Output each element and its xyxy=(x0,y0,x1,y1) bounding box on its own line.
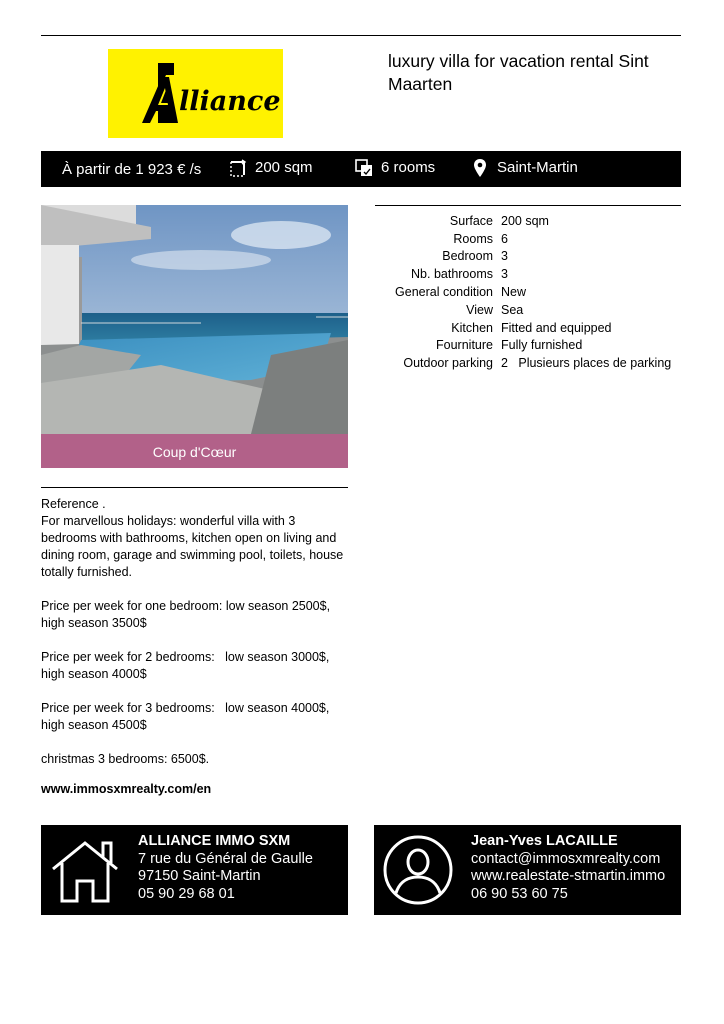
price-three-bedrooms: Price per week for 3 bedrooms: low season 4000$, high season 4500$ xyxy=(41,701,330,732)
spec-value: Sea xyxy=(501,303,524,317)
agent-website[interactable]: www.realestate-stmartin.immo xyxy=(471,868,666,884)
user-avatar-icon xyxy=(382,834,454,906)
agency-name: ALLIANCE IMMO SXM xyxy=(138,833,291,849)
rooms-icon xyxy=(355,159,373,177)
location-pin-icon xyxy=(473,158,487,178)
spec-value: 3 xyxy=(501,267,508,281)
spec-value: Fully furnished xyxy=(501,338,583,352)
price-two-bedrooms: Price per week for 2 bedrooms: low season 3000$, high season 4000$ xyxy=(41,650,330,681)
coup-de-coeur-badge xyxy=(41,434,348,468)
top-divider xyxy=(41,35,681,36)
agency-phone[interactable]: 05 90 29 68 01 xyxy=(138,885,235,902)
spec-row xyxy=(375,249,681,267)
logo-mark-icon xyxy=(132,61,281,125)
agent-card xyxy=(374,825,681,915)
price-label: À partir de 1 923 € /s xyxy=(62,161,202,178)
spec-row xyxy=(375,285,681,303)
spec-row xyxy=(375,321,681,339)
listing-title: luxury villa for vacation rental Sint Maarten xyxy=(388,51,649,94)
right-divider xyxy=(375,205,681,206)
spec-value: 6 xyxy=(501,232,508,246)
spec-label: Surface xyxy=(449,214,493,228)
spec-row xyxy=(375,338,681,356)
spec-row xyxy=(375,232,681,250)
price-one-bedroom: Price per week for one bedroom: low season 2500$, high season 3500$ xyxy=(41,599,334,630)
spec-label: Outdoor parking xyxy=(403,356,493,370)
reference-line: Reference . xyxy=(41,497,106,511)
spec-row xyxy=(375,214,681,232)
spec-value: Fitted and equipped xyxy=(501,321,612,335)
spec-label: General condition xyxy=(395,285,493,299)
agency-address-line2: 97150 Saint-Martin xyxy=(138,868,261,884)
spec-label: Kitchen xyxy=(451,321,493,335)
spec-label: View xyxy=(466,303,493,317)
location-label: Saint-Martin xyxy=(497,159,578,176)
area-label: 200 sqm xyxy=(255,159,313,176)
christmas-price: christmas 3 bedrooms: 6500$. xyxy=(41,752,210,766)
alliance-logo xyxy=(108,49,283,138)
left-divider xyxy=(41,487,348,488)
spec-row xyxy=(375,267,681,285)
agency-address-line1: 7 rue du Général de Gaulle xyxy=(138,850,313,867)
agent-phone[interactable]: 06 90 53 60 75 xyxy=(471,885,568,902)
website-link[interactable]: www.immosxmrealty.com/en xyxy=(41,782,212,796)
spec-row xyxy=(375,303,681,321)
spec-value: New xyxy=(501,285,527,299)
spec-value: 2 Plusieurs places de parking xyxy=(501,356,672,370)
spec-row xyxy=(375,356,681,374)
spec-label: Fourniture xyxy=(436,338,493,352)
badge-label: Coup d'Cœur xyxy=(152,444,237,460)
spec-label: Rooms xyxy=(453,232,493,246)
agent-email[interactable]: contact@immosxmrealty.com xyxy=(471,850,661,867)
rooms-label: 6 rooms xyxy=(381,159,436,176)
area-icon xyxy=(229,159,247,179)
summary-bar xyxy=(41,151,681,187)
property-photo xyxy=(41,205,348,434)
description-intro: For marvellous holidays: wonderful villa with 3 bedrooms with bathrooms, kitchen open on living and dining room, garage and swimming pool, toilets, house totally furnished. xyxy=(41,514,347,579)
agency-card xyxy=(41,825,348,915)
description xyxy=(41,496,353,785)
spec-label: Bedroom xyxy=(442,249,493,263)
spec-value: 200 sqm xyxy=(501,214,549,228)
house-icon xyxy=(49,837,121,905)
svg-text:lliance: lliance xyxy=(179,86,281,117)
spec-label: Nb. bathrooms xyxy=(411,267,493,281)
spec-value: 3 xyxy=(501,249,508,263)
agent-name: Jean-Yves LACAILLE xyxy=(471,833,618,849)
